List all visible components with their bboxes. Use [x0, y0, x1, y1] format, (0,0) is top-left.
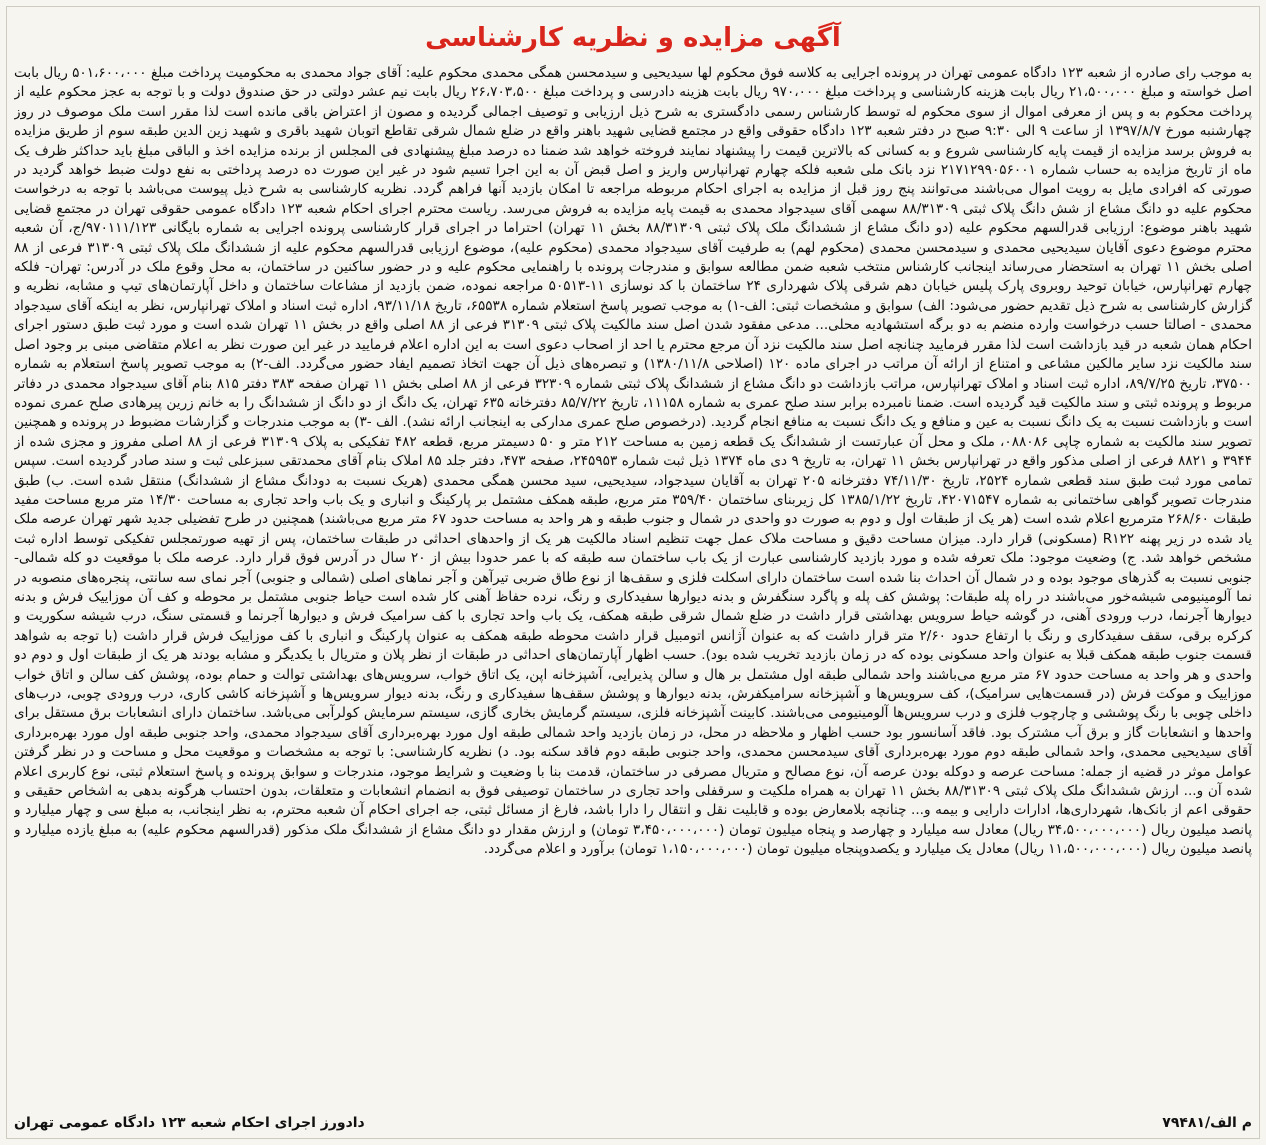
notice-title: آگهی مزایده و نظریه کارشناسی	[425, 23, 841, 53]
reference-number: ۷۹۴۸۱/م الف	[1162, 1115, 1252, 1131]
signature-line: دادورز اجرای احکام شعبه ۱۲۳ دادگاه عمومی تهران	[14, 1115, 365, 1131]
notice-footer	[14, 1115, 1252, 1137]
notice-body: به موجب رای صادره از شعبه ۱۲۳ دادگاه عمومی تهران در پرونده اجرایی به کلاسه فوق محکوم لها سیدیحیی و سیدمحسن همگی محمدی محکوم علیه: آقای جواد محمدی به محکومیت پرداخت مبلغ ۵۰۱،۶۰۰،۰۰۰ ریال بابت اصل خواسته و مبلغ ۲۱،۵۰۰،۰۰۰ ریال بابت هزینه کارشناسی و پرداخت مبلغ ۹۷۰،۰۰۰ ریال بابت هزینه دادرسی و پرداخت مبلغ ۲۶،۷۰۳،۵۰۰ ریال بابت نیم عشر دولتی در حق صندوق دولت و با توجه به عجز محکوم علیه از پرداخت محکوم به و پس از معرفی اموال از سوی محکوم له توسط کارشناس رسمی دادگستری به شرح ذیل ارزیابی و توصیف اجمالی گردیده و مصون از اعتراض باقی مانده است لذا مقرر است ملک موصوف در روز چهارشنبه مورخ ۱۳۹۷/۸/۷ از ساعت ۹ الی ۹:۳۰ صبح در دفتر شعبه ۱۲۳ دادگاه حقوقی واقع در مجتمع قضایی شهید باهنر واقع در ضلع شمال شرقی تقاطع اتوبان شهید باقری و شهید زین الدین طبقه سوم از طریق مزایده به فروش برسد مزایده از قیمت پایه کارشناسی شروع و به کسانی که بالاترین قیمت را پیشنهاد نمایند فروخته خواهد شد ضمنا ده درصد مبلغ پیشنهادی فی المجلس از برنده مزایده اخذ و الباقی مبلغ باید حداکثر ظرف یک ماه از تاریخ مزایده به حساب شماره ۲۱۷۱۲۹۹۰۵۶۰۰۱ نزد بانک ملی شعبه فلکه چهارم تهرانپارس واریز و اصل قبض آن به این اجرا تسیم شود در غیر این صورت ده درصد پرداختی به نفع دولت ضبط خواهد گردید در صورتی که افرادی مایل به رویت اموال می‌باشند می‌توانند پنج روز قبل از مزایده به اجرای احکام مربوطه مراجعه تا امکان بازدید آنها فراهم گردد. نظریه کارشناسی به شرح ذیل پیوست می‌باشد با توجه به درخواست محکوم علیه دو دانگ مشاع از شش دانگ پلاک ثبتی ۸۸/۳۱۳۰۹ سهمی آقای سیدجواد محمدی به قیمت پایه مزایده به فروش می‌رسد. ریاست محترم اجرای احکام شعبه ۱۲۳ دادگاه عمومی حقوقی تهران در مجتمع قضایی شهید باهنر موضوع: ارزیابی قدرالسهم محکوم علیه (دو دانگ مشاع از ششدانگ ملک پلاک ثبتی ۸۸/۳۱۳۰۹ بخش ۱۱ تهران) احتراما در اجرای قرار کارشناسی پرونده اجرایی به شماره بایگانی ۹۷۰۱۱۱/۱۲۳/ج، آن شعبه محترم موضوع دعوی آقایان سیدیحیی محمدی و سیدمحسن محمدی (محکوم لهم) به طرفیت آقای سیدجواد محمدی (محکوم علیه)، موضوع ارزیابی قدرالسهم محکوم علیه از ششدانگ ملک پلاک ثبتی ۳۱۳۰۹ فرعی از ۸۸ اصلی بخش ۱۱ تهران به استحضار می‌رساند اینجانب کارشناس منتخب شعبه ضمن مطالعه سوابق و مندرجات پرونده با راهنمایی محکوم علیه و در حضور ساکنین در ساختمان، به محل وقوع ملک در آدرس: تهران- فلکه چهارم تهرانپارس، خیابان توحید روبروی پارک پلیس خیابان دهم شرقی پلاک شهرداری ۲۴ ساختمان با کد نوسازی ۱۱-۵۰۵۱۳ مراجعه نموده، ضمن بازدید از مشاعات ساختمان و داخل آپارتمان‌های تیپ و مشابه، نظریه و گزارش کارشناسی به شرح ذیل تقدیم حضور می‌شود: الف) سوابق و مشخصات ثبتی: الف-۱) به موجب تصویر پاسخ استعلام شماره ۶۵۵۳۸، تاریخ ۹۳/۱۱/۱۸، اداره ثبت اسناد و املاک تهرانپارس، نظر به اینکه آقای سیدجواد محمدی - اصالتا حسب درخواست وارده منضم به دو برگه استشهادیه محلی... مدعی مفقود شدن اصل سند مالکیت پلاک ثبتی ۳۱۳۰۹ فرعی از ۸۸ اصلی واقع در بخش ۱۱ تهران شده است و مورد ثبت طبق دستور اجرای احکام همان شعبه در قید بازداشت است لذا مقرر فرمایید چنانچه اصل سند مالکیت نزد آن مرجع محترم یا احد از اصحاب دعوی است به این اداره اعلام فرمایید در غیر این صورت نظر به اعلام متقاضی مبنی بر وجود اصل سند مالکیت نزد سایر مالکین مشاعی و امتناع از ارائه آن مراتب در اجرای ماده ۱۲۰ (اصلاحی ۱۳۸۰/۱۱/۸) و تبصره‌های ذیل آن جهت اتخاذ تصمیم ایفاد حضور می‌گردد. الف-۲) به موجب تصویر پاسخ استعلام به شماره ۳۷۵۰۰، تاریخ ۸۹/۷/۲۵، اداره ثبت اسناد و املاک تهرانپارس، مراتب بازداشت دو دانگ مشاع از ششدانگ پلاک ثبتی شماره ۳۲۳۰۹ فرعی از ۸۸ اصلی بخش ۱۱ تهران صفحه ۳۸۳ دفتر ۸۱۵ بنام آقای سیدجواد محمدی در دفاتر مربوط و پرونده ثبتی و سند مالکیت قید گردیده است. ضمنا نامبرده برابر سند صلح عمری به شماره ۱۱۱۵۸، تاریخ ۸۵/۷/۲۲ دفترخانه ۶۳۵ تهران، یک دانگ از دو دانگ از ششدانگ را به خانم زرین پیرهادی صلح عمری نموده است و بازداشت نسبت به یک دانگ نسبت به عین و منافع و یک دانگ نسبت به منافع انجام گردید. (درخصوص صلح عمری مدارکی به اینجانب ارائه نشد). الف -۳) به موجب مندرجات و گزارشات مضبوط در پرونده و همچنین تصویر سند مالکیت به شماره چاپی ۰۸۸۰۸۶، ملک و محل آن عبارتست از ششدانگ یک قطعه زمین به مساحت ۲۱۲ متر و ۵۰ دسیمتر مربع، قطعه ۴۸۲ تفکیکی به پلاک ۳۱۳۰۹ فرعی از ۸۸ اصلی مفروز و مجزی شده از ۳۹۴۴ و ۸۸۲۱ فرعی از اصلی مذکور واقع در تهرانپارس بخش ۱۱ تهران، به تاریخ ۹ دی ماه ۱۳۷۴ ذیل ثبت شماره ۲۴۵۹۵۳، صفحه ۴۷۳، دفتر جلد ۸۵ املاک بنام آقای محمدتقی سبزعلی ثبت و سند صادر گردیده است. سپس تمامی مورد ثبت طبق سند قطعی شماره ۲۵۲۴، تاریخ ۷۴/۱۱/۳۰ دفترخانه ۲۰۵ تهران به آقایان سیدجواد، سیدیحیی، سید محسن همگی محمدی (هریک نسبت به دودانگ مشاع از ششدانگ) منتقل شده است. ب) طبق مندرجات تصویر گواهی ساختمانی به شماره ۴۲۰۷۱۵۴۷، تاریخ ۱۳۸۵/۱/۲۲ کل زیربنای ساختمان ۳۵۹/۴۰ متر مربع، طبقه همکف مشتمل بر پارکینگ و انباری و یک باب واحد تجاری به مساحت ۱۴/۳۰ متر مربع مساحت مفید طبقات ۲۶۸/۶۰ مترمربع اعلام شده است (هر یک از طبقات اول و دوم به صورت دو واحدی در شمال و جنوب طبقه و هر واحد به مساحت حدود ۶۷ متر مربع می‌باشند) همچنین در طرح تفضیلی جدید شهر تهران عرصه ملک یاد شده در زیر پهنه R۱۲۲ (مسکونی) قرار دارد. میزان مساحت دقیق و مساحت ملاک عمل جهت تنظیم اسناد مالکیت هر یک از واحدهای احداثی در طبقات ساختمان، پس از تهیه صورتمجلس تفکیکی توسط اداره ثبت مشخص خواهد شد. ج) وضعیت موجود: ملک تعرفه شده و مورد بازدید کارشناسی عبارت از یک باب ساختمان سه طبقه که با عمر حدودا بیش از ۲۰ سال در آدرس فوق قرار دارد. عرصه ملک با موقعیت دو کله شمالی- جنوبی نسبت به گذرهای موجود بوده و در شمال آن احداث بنا شده است ساختمان دارای اسکلت فلزی و سقف‌ها از نوع طاق ضربی تیرآهن و آجر نماهای اصلی (شمالی و جنوبی) آجر نمای سه سانتی، پنجره‌های منصوبه در نما آلومینیومی شیشه‌خور می‌باشند در راه پله طبقات: پوشش کف پله و پاگرد سنگفرش و بدنه دیوارها سفیدکاری و رنگ، نرده حفاظ آهنی کار شده است حیاط جنوبی مشتمل بر محوطه و کف آن موزاییک فرش و بدنه دیوارها آجرنما، درب ورودی آهنی، در گوشه حیاط سرویس بهداشتی قرار داشت در ضلع شمال شرقی طبقه همکف، یک باب واحد تجاری با کف سرامیک فرش و دیوارها آجرنما و قسمتی سنگ، درب شیشه سکوریت و کرکره برقی، سقف سفیدکاری و رنگ با ارتفاع حدود ۲/۶۰ متر قرار داشت که به عنوان آژانس اتومبیل قرار داشت محوطه طبقه همکف به عنوان پارکینگ و انباری با کف موزاییک فرش قرار داشت (با توجه به شواهد قسمت جنوب طبقه همکف قبلا به عنوان واحد مسکونی بوده که در زمان بازدید تخریب شده بود). حسب اظهار آپارتمان‌های احداثی در طبقات از نظر پلان و متریال با یکدیگر و مشابه بودند هر یک از طبقات اول و دوم دو واحدی و هر واحد به مساحت حدود ۶۷ متر مربع می‌باشند واحد شمالی طبقه اول مشتمل بر هال و سالن پذیرایی، آشپزخانه اپن، یک اتاق خواب، سرویس‌های بهداشتی توالت و حمام بوده، پوشش کف سالن و اتاق خواب موزاییک و موکت فرش (در قسمت‌هایی سرامیک)، کف سرویس‌ها و آشپزخانه سرامیکفرش، بدنه دیوارها و پوشش سقف‌ها سفیدکاری و رنگ، بدنه دیوار سرویس‌ها و آشپزخانه کاشی کاری، درب ورودی چوبی، درب‌های داخلی چوبی با رنگ پوششی و چارچوب فلزی و درب سرویس‌ها آلومینیومی می‌باشند. کابینت آشپزخانه فلزی، سیستم گرمایش بخاری گازی، سیستم سرمایش کولرآبی می‌باشد. ساختمان دارای انشعابات برق مستقل برای واحدها و انشعابات گاز و برق آب مشترک بود. فاقد آسانسور بود حسب اظهار و ملاحظه در محل، در زمان بازدید واحد شمالی طبقه اول مورد بهره‌برداری آقای سیدجواد محمدی، واحد جنوبی طبقه اول مورد بهره‌برداری آقای سیدیحیی محمدی، واحد شمالی طبقه دوم مورد بهره‌برداری آقای سیدمحسن محمدی، واحد جنوبی طبقه دوم فاقد سکنه بود. د) نظریه کارشناسی: با توجه به مشخصات و موقعیت محل و مساحت و در نظر گرفتن عوامل موثر در قضیه از جمله: مساحت عرصه و دوکله بودن عرصه آن، نوع مصالح و متریال مصرفی در ساختمان، قدمت بنا با وضعیت و شرایط موجود، مندرجات و سوابق پرونده و پاسخ استعلام ثبتی، نوع کاربری اعلام شده آن و... ارزش ششدانگ ملک پلاک ثبتی ۸۸/۳۱۳۰۹ بخش ۱۱ تهران به همراه ملکیت و سرقفلی واحد تجاری در ساختمان توصیفی فوق به انضمام انشعابات و متعلقات، بدون احتساب هرگونه بدهی به اشخاص حقیقی و حقوقی اعم از بانک‌ها، شهرداری‌ها، ادارات دارایی و بیمه و... چنانچه بلامعارض بوده و قابلیت نقل و انتقال را دارا باشد، فارغ از مسائل ثبتی، جه اجرای احکام آن شعبه محترم، به نظر اینجانب، به مبلغ سی و چهار میلیارد و پانصد میلیون ریال (۳۴،۵۰۰،۰۰۰،۰۰۰ ریال) معادل سه میلیارد و چهارصد و پنجاه میلیون تومان (۳،۴۵۰،۰۰۰،۰۰۰ تومان) و ارزش مقدار دو دانگ مشاع از ششدانگ ملک مذکور (قدرالسهم محکوم علیه) به مبلغ یازده میلیارد و پانصد میلیون ریال (۱۱،۵۰۰،۰۰۰،۰۰۰ ریال) معادل یک میلیارد و یکصدوپنجاه میلیون تومان (۱،۱۵۰،۰۰۰،۰۰۰ تومان) برآورد و اعلام می‌گردد.	[14, 65, 1252, 858]
